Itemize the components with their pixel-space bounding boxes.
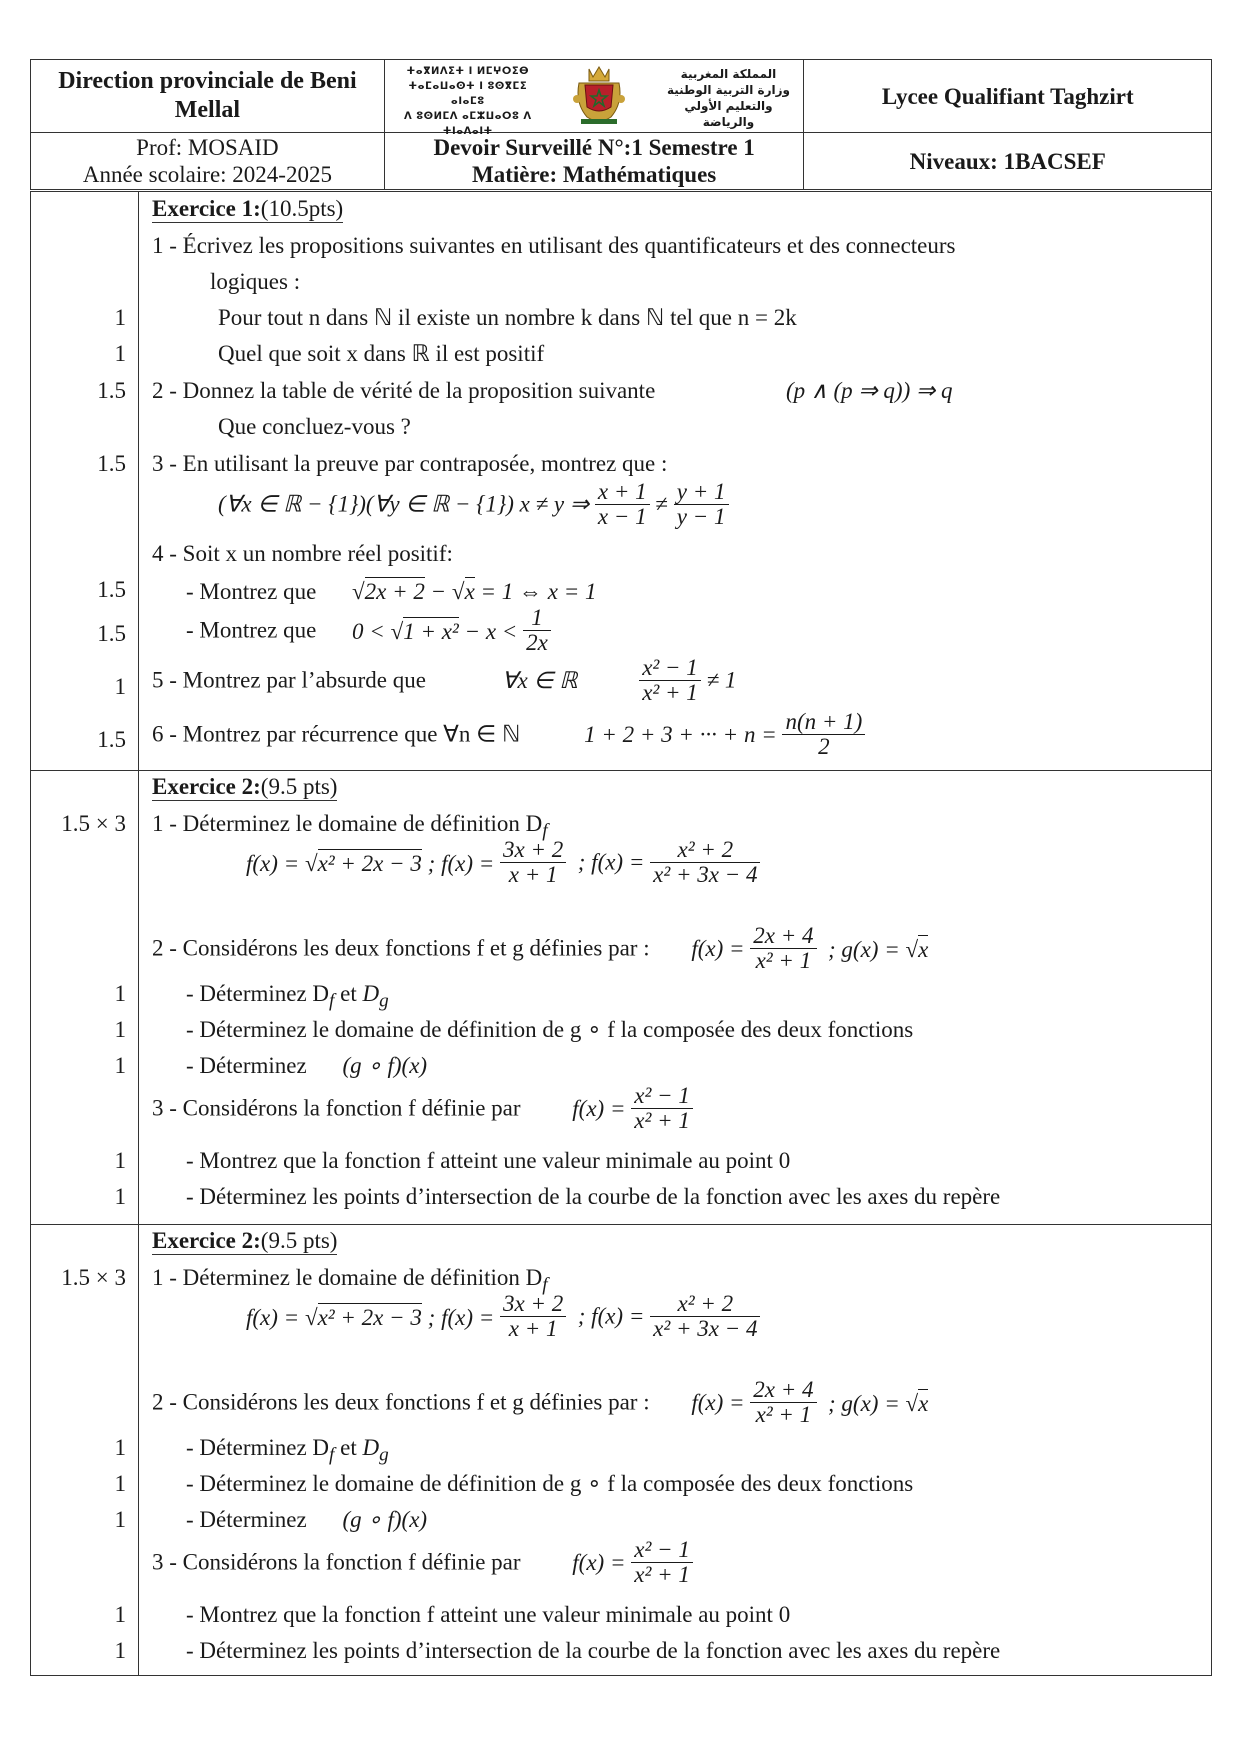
fraction-x: $\frac{x + 1}{x - 1}$ [595,480,650,529]
header-table [30,59,1212,190]
ex2r-q2-1: - Déterminez $D_f$ et $D_g$ [186,1435,389,1466]
direction-cell [31,60,385,133]
ex2-q2-3: - Déterminez (g ∘ f)(x) [186,1053,428,1078]
school-cell [804,60,1212,133]
school-name: Lycee Qualifiant Taghzirt [881,83,1134,109]
level-cell [804,133,1212,190]
points-ex1-q2: 1.5 [97,378,126,403]
ministry-logo-cell [384,60,804,137]
ex2r-q2-3: - Déterminez (g ∘ f)(x) [186,1507,428,1532]
direction-text: Direction provinciale de Beni Mellal [58,68,357,123]
points-ex2-q1: 1.5 × 3 [61,811,126,836]
points-ex1-q6: 1.5 [97,727,126,752]
points-ex2r-q2-2: 1 [114,1471,126,1496]
points-ex1-q4-1: 1.5 [97,577,126,602]
ex2r-q1: 1 - Déterminez le domaine de définition $D_f$ [152,1265,548,1296]
morocco-emblem-icon [573,63,625,125]
points-ex2-q2-3: 1 [114,1053,126,1078]
ex2r-q1-functions: f(x) = √x² + 2x − 3 ; f(x) = $\frac{3x + 2}{x + 1}$ ; f(x) = $\frac{\text{x² + 2}}{\text{x² + 3x − 4}}$ [246,1292,760,1341]
ex1-q1-1: Pour tout n dans ℕ il existe un nombre k dans ℕ tel que n = 2k [218,305,797,330]
exercise-divider-2 [30,1224,1212,1225]
ex2r-q3-2: - Déterminez les points d’intersection de la courbe de la fonction avec les axes du repère [186,1638,1001,1663]
ex1-q3: 3 - En utilisant la preuve par contraposée, montrez que : [152,451,668,476]
arabic-text: المملكة المغربية وزارة التربية الوطنية والتعليم الأولي والرياضة [666,67,790,129]
devoir-title: Devoir Surveillé N°:1 Semestre 1 [433,135,755,160]
ex1-q1-cont: logiques : [210,269,301,294]
ex1-q1-2: Quel que soit x dans ℝ il est positif [218,341,545,366]
ex2-q2-1: - Déterminez $D_f$ et $D_g$ [186,981,389,1012]
tifinagh-text: ⵜⴰⴳⵍⴷⵉⵜ ⵏ ⵍⵎⵖⵔⵉⴱ ⵜⴰⵎⴰⵡⴰⵙⵜ ⵏ ⵓⵙⴳⵎⵉ ⴰⵏⴰⵎⵓ ⴷ ⵓⵙⵍⵎⴷ ⴰⵎⵣⵡⴰⵔⵓ ⴷ ⵜⵏⴰⴷⴰⵏⵜ [404,66,532,137]
points-ex2r-q2-3: 1 [114,1507,126,1532]
ex1-q4-2: - Montrez que 0 < √1 + x² − x < $\frac{1}{2x}$ [186,606,551,655]
ex2r-q3-1: - Montrez que la fonction f atteint une valeur minimale au point 0 [186,1602,791,1627]
fraction-y: $\frac{y + 1}{y - 1}$ [674,480,729,529]
exercise2-repeat-title: Exercice 2:(9.5 pts) [152,1228,338,1253]
ex2-q2: 2 - Considérons les deux fonctions f et g définies par : f(x) = $\frac{2x + 4}{\text{x² + 1}}$ ; g(x) = √x [152,923,929,973]
ex1-q2-formula: (p ∧ (p ⇒ q)) ⇒ q [786,378,953,403]
ex2r-q3: 3 - Considérons la fonction f définie par f(x) = $\frac{\text{x² − 1}}{\text{x² + 1}}$ [152,1538,693,1587]
ex2r-q2: 2 - Considérons les deux fonctions f et g définies par : f(x) = $\frac{2x + 4}{\text{x² + 1}}$ ; g(x) = √x [152,1377,929,1427]
ex1-q1: 1 - Écrivez les propositions suivantes en utilisant des quantificateurs et des connecteurs [152,233,956,258]
points-column-divider [138,191,139,1676]
ex2-q3-1: - Montrez que la fonction f atteint une valeur minimale au point 0 [186,1148,791,1173]
points-ex2r-q3-2: 1 [114,1638,126,1663]
ex1-q3-formula: (∀x ∈ ℝ − {1})(∀y ∈ ℝ − {1}) x ≠ y ⇒ $\frac{x + 1}{x - 1}$ ≠ $\frac{y + 1}{y - 1}$ [218,480,729,529]
points-ex2-q3-1: 1 [114,1148,126,1173]
ex1-q2: 2 - Donnez la table de vérité de la proposition suivante [152,378,656,403]
points-ex2-q3-2: 1 [114,1184,126,1209]
points-ex2r-q1: 1.5 × 3 [61,1265,126,1290]
points-ex2r-q2-1: 1 [114,1435,126,1460]
points-ex1-q3: 1.5 [97,451,126,476]
prof-cell [31,133,385,190]
ex2-q1: 1 - Déterminez le domaine de définition $D_f$ [152,811,548,842]
ex1-q2-conclusion: Que concluez-vous ? [218,414,411,439]
level: Niveaux: 1BACSEF [909,148,1106,174]
ex2-q3: 3 - Considérons la fonction f définie par f(x) = $\frac{\text{x² − 1}}{\text{x² + 1}}$ [152,1084,693,1133]
points-ex2-q2-2: 1 [114,1017,126,1042]
prof-name: Prof: MOSAID [136,135,279,160]
exercise1-title: Exercice 1:(10.5pts) [152,196,344,221]
ex1-q6: 6 - Montrez par récurrence que ∀n ∈ ℕ 1 + 2 + 3 + ··· + n = $\frac{n(n + 1)}{2}$ [152,710,865,759]
ex2-q2-2: - Déterminez le domaine de définition de g ∘ f la composée des deux fonctions [186,1017,914,1042]
points-ex2r-q3-1: 1 [114,1602,126,1627]
subject: Matière: Mathématiques [472,162,717,187]
points-ex1-q1-1: 1 [114,305,126,330]
devoir-cell [384,133,804,190]
exercise-divider-1 [30,770,1212,771]
ex2-q1-functions: f(x) = √x² + 2x − 3 ; f(x) = $\frac{3x + 2}{x + 1}$ ; f(x) = $\frac{\text{x² + 2}}{\text{x² + 3x − 4}}$ [246,838,760,887]
ex1-q4-1: - Montrez que √2x + 2 − √x = 1 ⇔ x = 1 [186,579,597,604]
ex2-q3-2: - Déterminez les points d’intersection de la courbe de la fonction avec les axes du repère [186,1184,1001,1209]
ex1-q5: 5 - Montrez par l’absurde que ∀x ∈ ℝ $\frac{\text{x² − 1}}{\text{x² + 1}}$ ≠ 1 [152,655,737,705]
exercise2-title: Exercice 2:(9.5 pts) [152,774,338,799]
ex2r-q2-2: - Déterminez le domaine de définition de g ∘ f la composée des deux fonctions [186,1471,914,1496]
points-ex2-q2-1: 1 [114,981,126,1006]
ex1-q4: 4 - Soit x un nombre réel positif: [152,541,453,566]
points-ex1-q4-2: 1.5 [97,621,126,646]
points-ex1-q1-2: 1 [114,341,126,366]
school-year: Année scolaire: 2024-2025 [82,162,332,187]
points-ex1-q5: 1 [114,674,126,699]
